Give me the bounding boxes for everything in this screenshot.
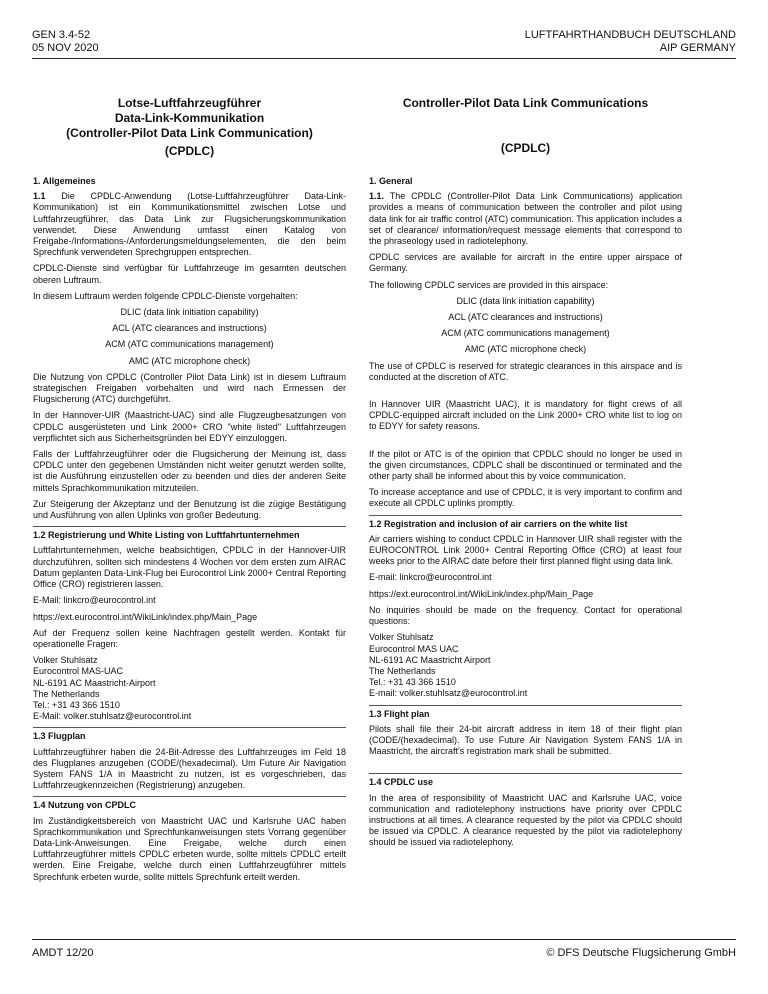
contact-email[interactable]: E-mail: volker.stuhlsatz@eurocontrol.int xyxy=(369,688,528,699)
heading-registration-de: 1.2 Registrierung und White Listing von Luftfahrtunternehmen xyxy=(33,526,346,541)
heading-flightplan-en: 1.3 Flight plan xyxy=(369,705,682,720)
page-date: 05 NOV 2020 xyxy=(32,42,99,54)
paragraph-en: 1.1. The CPDLC (Controller-Pilot Data Link Communications) application provides a means of communication between the controller and pilot using data link for air traffic control (ATC) communication. This application includes a set of clearance/ information/request message elements that correspond to the phraseology used in radiotelephony. xyxy=(369,191,682,247)
service-item: ACL (ATC clearances and instructions) xyxy=(112,323,267,334)
amendment-number: AMDT 12/20 xyxy=(32,947,94,959)
paragraph-en: Air carriers wishing to conduct CPDLC in Hannover UIR shall register with the EUROCONTROL Link 2000+ Central Reporting Office (CRO) at least four weeks prior to the AIRAC date before their first planned flight using data link. xyxy=(369,533,682,567)
service-item: ACL (ATC clearances and instructions) xyxy=(448,312,603,323)
paragraph-de: Luftfahrtunternehmen, welche beabsichtigen, CPDLC in der Hannover-UIR durchzuführen, sollten sich mindestens 4 Wochen vor dem ersten zum AIRAC Datum geplanten Data-Link-Flug bei Eurocontrol Link 2000+ Central Reporting Office (CRO) registrieren lassen. xyxy=(33,545,346,590)
footer-rule xyxy=(32,939,736,940)
paragraph-de: Luftfahrzeugführer haben die 24-Bit-Adresse des Luftfahrzeuges im Feld 18 des Flugplanes anzugeben (CODE/(hexadecimal). Um Future Air Navigation System FANS 1/A in Maastricht zu nutzen, ist es vorgeschrieben, das Luftfahrzeugkennzeichen (Registrierung) anzugeben. xyxy=(33,746,346,791)
paragraph-en: No inquiries should be made on the frequency. Contact for operational questions: xyxy=(369,604,682,627)
paragraph-de: Falls der Luftfahrzeugführer oder die Flugsicherung der Meinung ist, dass CPDLC unter den gegebenen Umständen nicht weiter genutzt werden sollte, ist die Ausführung einzustellen oder zu beenden und dies der anderen Seite mittels Sprachkommunikation mitzuteilen. xyxy=(33,449,346,493)
service-item: AMC (ATC microphone check) xyxy=(128,355,251,366)
contact-block-en: Volker Stuhlsatz Eurocontrol MAS UAC NL-6191 AC Maastricht Airport The Netherlands Tel.: +31 43 366 1510 E-mail: volker.stuhlsatz@eurocontrol.int xyxy=(369,632,528,699)
paragraph-en: If the pilot or ATC is of the opinion that CPDLC should no longer be used in the given circumstances, CDPLC shall be discontinued or terminated and the other party shall be informed about this by voice communication. xyxy=(369,448,682,482)
paragraph-en: In the area of responsibility of Maastricht UAC and Karlsruhe UAC, voice communication and radiotelephony instructions have priority over CPDLC instructions at all times. A clearance requested by the pilot via CPDLC should be issued via CPDLC. A clearance requested by the pilot via radiotelephony should be issued via radiotelephony. xyxy=(369,792,682,848)
paragraph-en: CPDLC services are available for aircraft in the entire upper airspace of Germany. xyxy=(369,252,682,274)
email-link[interactable]: E-Mail: linkcro@eurocontrol.int xyxy=(33,595,156,606)
paragraph-en: Pilots shall file their 24-bit aircraft address in item 18 of their flight plan (CODE/(hexadecimal). To use Future Air Navigation System FANS 1/A in Maastricht, the aircraft's registration mark shall be submitted. xyxy=(369,723,682,757)
paragraph-de: 1.1 Die CPDLC-Anwendung (Lotse-Luftfahrzeugführer Data-Link-Kommunikation) ist ein Kommunikationsmittel zwischen Lotse und Luftfahrzeugführer, das Data Link zur Flugsicherungskommunikation verwendet. Diese Anwendung umfasst einen Katalog von Freigabe-/Informations-/Anforderungsmeldungselementen, die den beim Sprechfunk verwendeten Sprechgruppen entsprechen. xyxy=(33,191,346,258)
copyright: © DFS Deutsche Flugsicherung GmbH xyxy=(546,947,736,959)
paragraph-de: In der Hannover-UIR (Maastricht-UAC) sind alle Flugzeugbesatzungen von CPDLC ausgerüsteten und Link 2000+ CRO "white listed" Luftfahrzeugen verpflichtet sich aus Sicherheitsgründen bei EDYY einzuloggen. xyxy=(33,410,346,443)
english-column xyxy=(369,176,682,854)
paragraph-de: In diesem Luftraum werden folgende CPDLC-Dienste vorgehalten: xyxy=(33,290,298,301)
heading-registration-en: 1.2 Registration and inclusion of air carriers on the white list xyxy=(369,515,682,530)
paragraph-de: Zur Steigerung der Akzeptanz und der Benutzung ist die zügige Bestätigung und Ausführung von allen Uplinks von großer Bedeutung. xyxy=(33,498,346,521)
service-item: ACM (ATC communications management) xyxy=(105,339,274,350)
paragraph-en: The use of CPDLC is reserved for strategic clearances in this airspace and is conducted at the discretion of ATC. xyxy=(369,360,682,382)
wiki-link[interactable]: https://ext.eurocontrol.int/WikiLink/index.php/Main_Page xyxy=(369,588,594,599)
paragraph-de: Die Nutzung von CPDLC (Controller Pilot Data Link) ist in diesem Luftraum strategischen Freigaben vorbehalten und wird nach Ermessen der Flugsicherung (ATC) durchgeführt. xyxy=(33,371,346,405)
heading-use-en: 1.4 CPDLC use xyxy=(369,773,682,788)
publication-title-en: AIP GERMANY xyxy=(659,42,736,54)
section-title-de: Lotse-Luftfahrzeugführer Data-Link-Kommunikation (Controller-Pilot Data Link Communication) (CPDLC) xyxy=(66,96,313,158)
header-left xyxy=(32,29,99,55)
heading-flightplan-de: 1.3 Flugplan xyxy=(33,727,346,742)
email-link[interactable]: E-mail: linkcro@eurocontrol.int xyxy=(369,572,492,583)
service-item: AMC (ATC microphone check) xyxy=(464,344,587,355)
page-number: GEN 3.4-52 xyxy=(32,29,91,41)
service-item: ACM (ATC communications management) xyxy=(441,328,610,339)
section-title-en: Controller-Pilot Data Link Communications (CPDLC) xyxy=(402,96,649,155)
heading-general-en: 1. General xyxy=(369,176,413,186)
wiki-link[interactable]: https://ext.eurocontrol.int/WikiLink/index.php/Main_Page xyxy=(33,611,258,622)
service-item: DLIC (data link initiation capability) xyxy=(456,295,595,306)
paragraph-en: In Hannover UIR (Maastricht UAC), it is mandatory for flight crews of all CPDLC-equipped aircraft included on the Link 2000+ CRO white list to log on to EDYY for safety reasons. xyxy=(369,399,682,432)
header-right xyxy=(525,29,736,55)
paragraph-en: To increase acceptance and use of CPDLC, it is very important to confirm and execute all CPDLC uplinks promptly. xyxy=(369,487,682,509)
paragraph-en: The following CPDLC services are provided in this airspace: xyxy=(369,279,609,290)
heading-general-de: 1. Allgemeines xyxy=(33,176,96,186)
heading-use-de: 1.4 Nutzung von CPDLC xyxy=(33,796,346,811)
paragraph-de: Im Zuständigkeitsbereich von Maastricht UAC und Karlsruhe UAC haben Sprachkommunikation und Sprechfunkanweisungen stets Vorrang gegenüber Data-Link-Anweisungen. Eine Freigabe, welche durch einen Luftfahrzeugführer mittels CPDLC erbeten wurde, sollte mittels CPDLC erteilt werden. Eine Freigabe, welche durch einen Luftfahrzeugführer mittels Sprechfunk erbeten wurde, sollte mittels Sprechfunk erteilt werden. xyxy=(33,815,346,882)
header-rule xyxy=(32,58,736,59)
contact-block-de: Volker Stuhlsatz Eurocontrol MAS-UAC NL-6191 AC Maastricht-Airport The Netherlands Tel.: +31 43 366 1510 E-Mail: volker.stuhlsatz@eurocontrol.int xyxy=(33,655,192,722)
paragraph-de: CPDLC-Dienste sind verfügbar für Luftfahrzeuge im gesamten deutschen oberen Luftraum. xyxy=(33,263,346,285)
paragraph-de: Auf der Frequenz sollen keine Nachfragen gestellt werden. Kontakt für operationelle Fragen: xyxy=(33,627,346,649)
service-item: DLIC (data link initiation capability) xyxy=(120,307,259,318)
publication-title-de: LUFTFAHRTHANDBUCH DEUTSCHLAND xyxy=(524,29,736,41)
contact-email[interactable]: E-Mail: volker.stuhlsatz@eurocontrol.int xyxy=(33,711,192,722)
german-column xyxy=(33,176,346,888)
